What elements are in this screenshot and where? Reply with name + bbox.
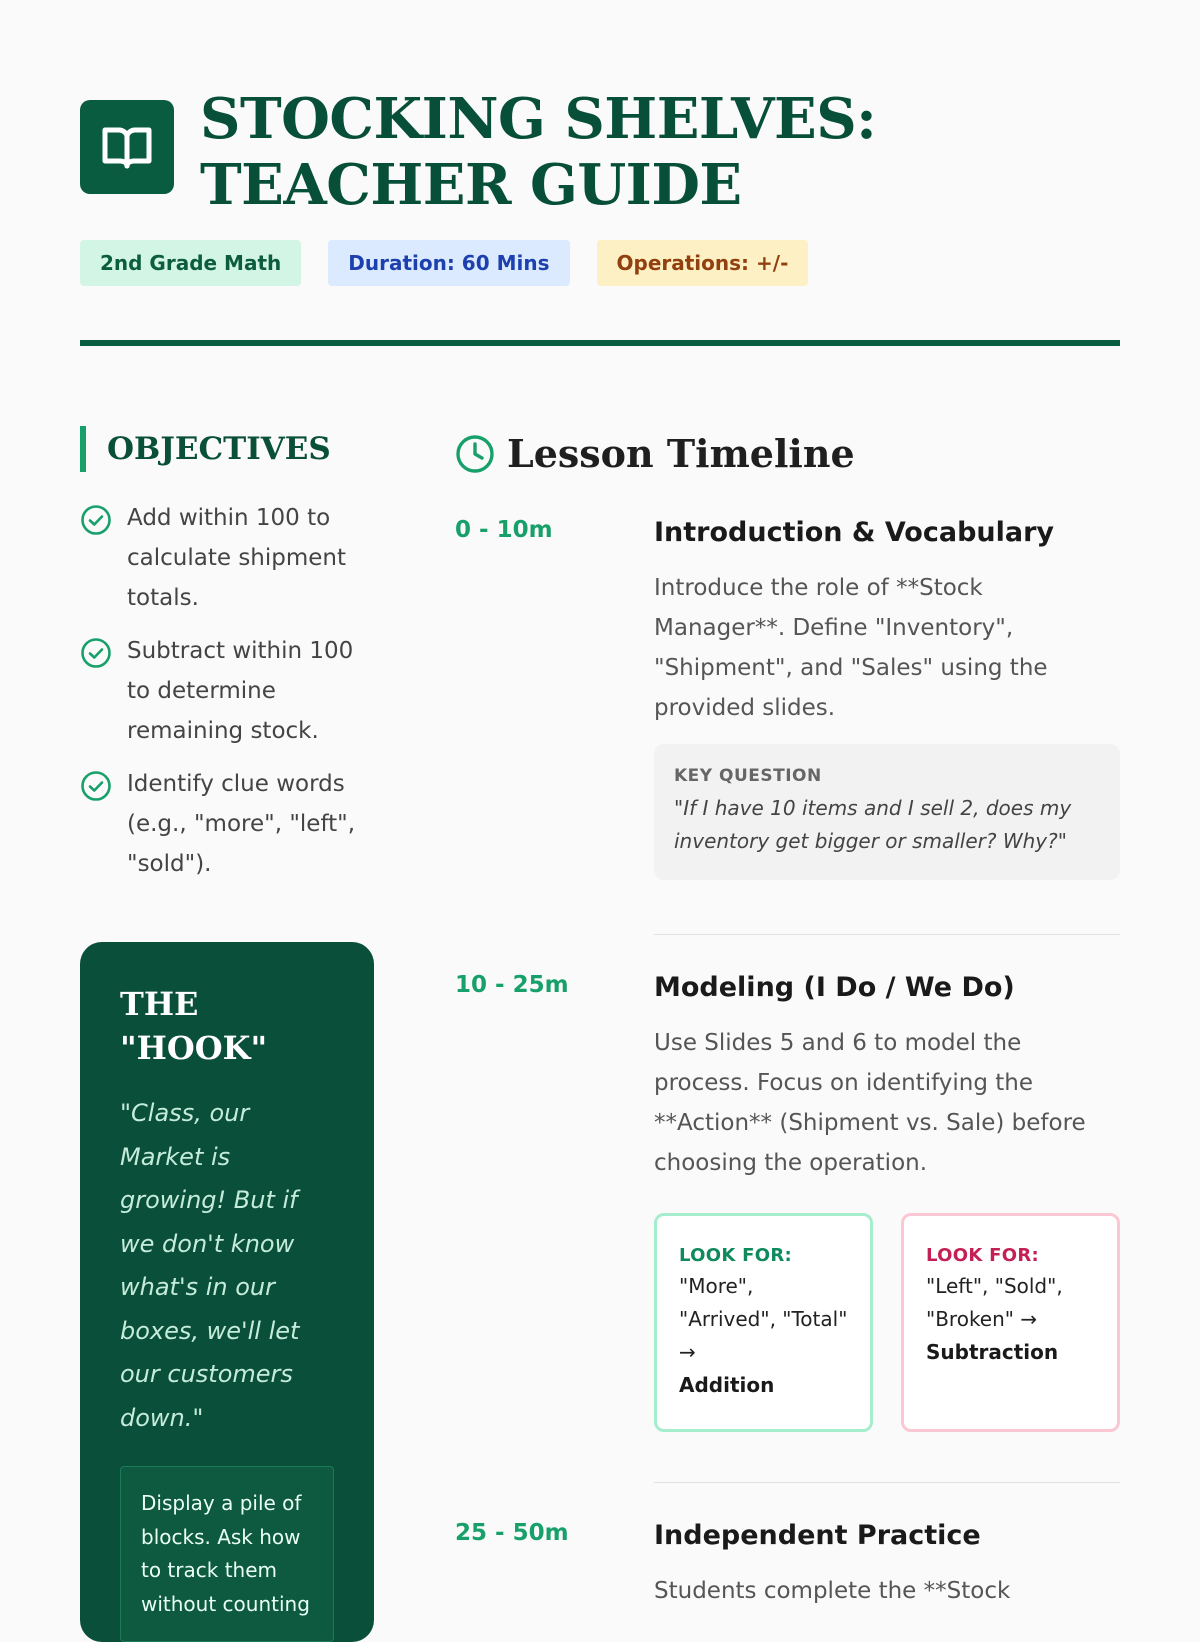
key-question-box <box>654 744 1120 880</box>
slot-description: Introduce the role of **Stock Manager**. Define "Inventory", "Shipment", and "Sales" using the provided slides. <box>654 575 1048 721</box>
objective-item <box>80 764 374 884</box>
tag-grade: 2nd Grade Math <box>80 240 301 286</box>
key-question-label: KEY QUESTION <box>674 766 822 786</box>
objective-item <box>80 631 374 751</box>
slot-body <box>654 514 1120 880</box>
look-for-addition-card <box>654 1213 873 1432</box>
left-column <box>80 426 374 897</box>
check-circle-icon <box>80 637 112 669</box>
check-circle-icon <box>80 504 112 536</box>
slot-description: Students complete the **Stock <box>654 1578 1011 1604</box>
slot-divider <box>654 934 1120 935</box>
look-for-result: Addition <box>679 1373 775 1397</box>
look-for-result: Subtraction <box>926 1340 1059 1364</box>
look-for-words: "Left", "Sold", "Broken" → <box>926 1274 1063 1331</box>
objective-text: Identify clue words (e.g., "more", "left", "sold"). <box>127 771 356 877</box>
slot-body <box>654 969 1120 1432</box>
page-title: STOCKING SHELVES: TEACHER GUIDE <box>200 86 877 218</box>
check-circle-icon <box>80 770 112 802</box>
hook-title: THE "HOOK" <box>120 985 268 1067</box>
objective-text: Subtract within 100 to determine remaining stock. <box>127 638 354 744</box>
slot-description: Use Slides 5 and 6 to model the process. Focus on identifying the **Action** (Shipment vs. Sale) before choosing the operation. <box>654 1030 1086 1176</box>
slot-time: 10 - 25m <box>455 972 569 998</box>
timeline-title: Lesson Timeline <box>507 431 855 476</box>
look-for-row <box>654 1213 1120 1432</box>
hook-quote: "Class, our Market is growing! But if we don't know what's in our boxes, we'll let our customers down." <box>120 1099 300 1432</box>
tag-duration: Duration: 60 Mins <box>328 240 569 286</box>
teacher-guide-page <box>80 0 1120 1616</box>
slot-title: Introduction & Vocabulary <box>654 517 1055 548</box>
clock-icon <box>455 434 495 474</box>
objectives-heading: OBJECTIVES <box>80 426 374 472</box>
timeline-heading <box>455 426 1120 482</box>
look-for-label: LOOK FOR: <box>679 1245 793 1266</box>
objective-item <box>80 498 374 618</box>
hook-card <box>80 942 374 1642</box>
tag-list <box>80 240 808 286</box>
objective-text: Add within 100 to calculate shipment totals. <box>127 505 347 611</box>
logo <box>80 100 174 194</box>
open-book-icon <box>101 124 153 170</box>
key-question-text: "If I have 10 items and I sell 2, does my inventory get bigger or smaller? Why?" <box>674 796 1072 853</box>
slot-title: Modeling (I Do / We Do) <box>654 972 1015 1003</box>
tag-operations: Operations: +/- <box>597 240 809 286</box>
objectives-list <box>80 498 374 884</box>
hook-note: Display a pile of blocks. Ask how to track them without counting <box>120 1466 334 1642</box>
header-divider <box>80 340 1120 346</box>
right-column <box>455 426 1120 1604</box>
slot-time: 25 - 50m <box>455 1520 569 1546</box>
slot-divider <box>654 1482 1120 1483</box>
slot-time: 0 - 10m <box>455 517 553 543</box>
look-for-words: "More", "Arrived", "Total" → <box>679 1274 848 1364</box>
slot-body <box>654 1517 1120 1611</box>
slot-title: Independent Practice <box>654 1520 981 1551</box>
look-for-subtraction-card <box>901 1213 1120 1432</box>
look-for-label: LOOK FOR: <box>926 1245 1040 1266</box>
